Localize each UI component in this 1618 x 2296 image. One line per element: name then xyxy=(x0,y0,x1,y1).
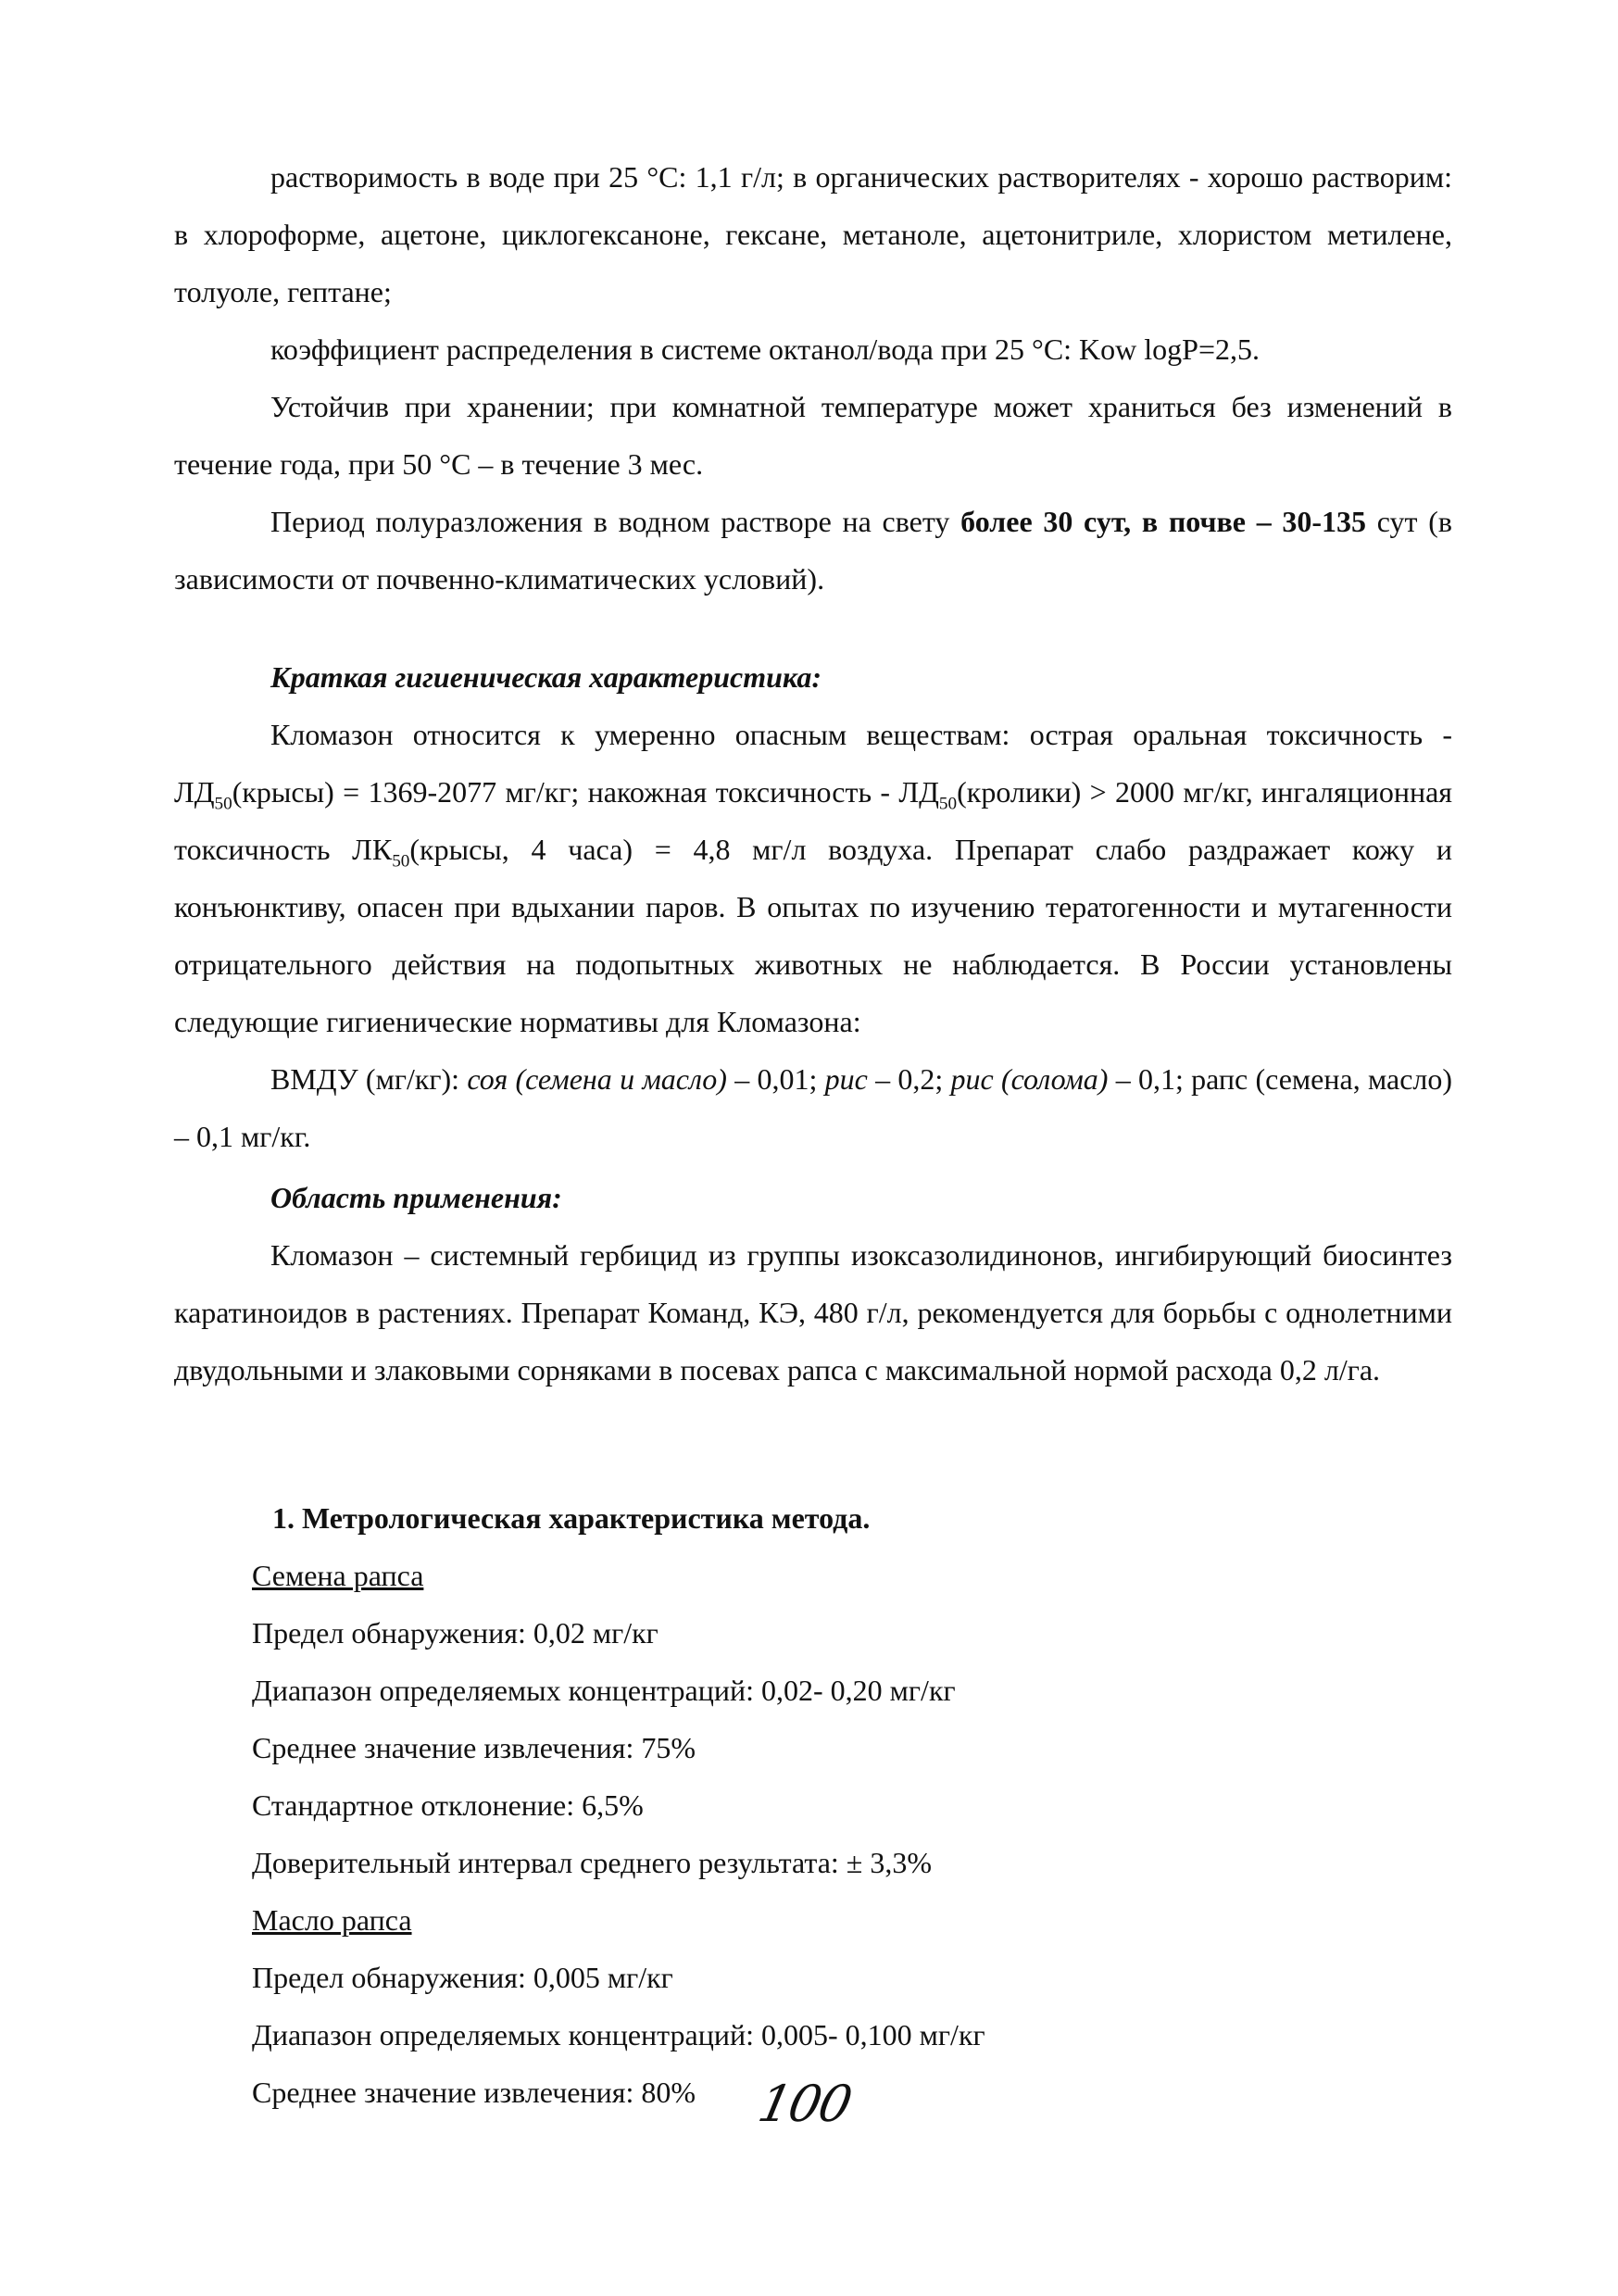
seeds-title: Семена рапса xyxy=(252,1559,424,1592)
half-life-tail-text: сут (в зависимости от почвенно-климатических условий). xyxy=(174,505,1453,596)
seeds-standard-deviation: Стандартное отклонение: 6,5% xyxy=(252,1788,644,1822)
hygiene-section xyxy=(174,706,1452,1165)
seeds-confidence-interval: Доверительный интервал среднего результата: ± 3,3% xyxy=(252,1846,933,1879)
toxicity-paragraph xyxy=(174,706,1452,1050)
vmdu-soy-value: – 0,01; xyxy=(726,1062,825,1096)
intro-section xyxy=(174,148,1452,608)
seeds-detection-limit: Предел обнаружения: 0,02 мг/кг xyxy=(252,1616,658,1650)
hygiene-heading: Краткая гигиеническая характеристика: xyxy=(270,660,822,694)
application-paragraph: Кломазон – системный гербицид из группы изоксазолидинонов, ингибирующий биосинтез каратиноидов в растениях. Препарат Команд, КЭ, 480 г/л, рекомендуется для борьбы с однолетними двудольными и злаковыми сорняками в посевах рапса с максимальной нормой расхода 0,2 л/га. xyxy=(174,1238,1452,1386)
vmdu-rice-value: – 0,2; xyxy=(867,1062,951,1096)
solubility-paragraph: растворимость в воде при 25 °С: 1,1 г/л; в органических растворителях - хорошо растворим: в хлороформе, ацетоне, циклогексаноне, гексане, метаноле, ацетонитриле, хлористом метилене, толуоле, гептане; xyxy=(174,160,1452,308)
vmdu-rapeseed: рапс (семена, масло) xyxy=(1191,1062,1453,1096)
half-life-bold-text: более 30 сут, в почве – 30-135 xyxy=(960,505,1367,538)
metrology-heading: 1. Метрологическая характеристика метода. xyxy=(272,1501,871,1535)
application-section xyxy=(174,1226,1452,1399)
application-heading: Область применения: xyxy=(270,1181,562,1214)
toxicity-text-d: (крысы, 4 часа) = 4,8 мг/л воздуха. Препарат слабо раздражает кожу и конъюнктиву, опасен при вдыхании паров. В опытах по изучению тератогенности и мутагенности отрицательного действия на подопытных животных не наблюдается. В России установлены следующие гигиенические нормативы для Кломазона: xyxy=(174,833,1453,1038)
oil-detection-limit: Предел обнаружения: 0,005 мг/кг xyxy=(252,1961,673,1994)
vmdu-soy: соя (семена и масло) xyxy=(467,1062,727,1096)
seeds-mean-recovery: Среднее значение извлечения: 75% xyxy=(252,1731,696,1764)
vmdu-rice: рис xyxy=(824,1062,868,1096)
storage-stability-paragraph: Устойчив при хранении; при комнатной температуре может храниться без изменений в течение года, при 50 °С – в течение 3 мес. xyxy=(174,390,1452,481)
seeds-concentration-range: Диапазон определяемых концентраций: 0,02- 0,20 мг/кг xyxy=(252,1674,956,1707)
vmdu-paragraph xyxy=(174,1050,1452,1165)
vmdu-label: ВМДУ (мг/кг): xyxy=(270,1062,468,1096)
half-life-text: Период полуразложения в водном растворе на свету xyxy=(270,505,961,538)
oil-mean-recovery: Среднее значение извлечения: 80% xyxy=(252,2076,696,2109)
lk50-subscript: 50 xyxy=(392,851,410,872)
page-number: 100 xyxy=(753,2075,856,2133)
vmdu-rice-straw-value: – 0,1; xyxy=(1108,1062,1192,1096)
toxicity-text-a: Кломазон относится к умеренно опасным веществам: острая оральная токсичность - ЛД xyxy=(174,718,1452,809)
toxicity-text-c: (кролики) > 2000 мг/кг, ингаляционная токсичность ЛК xyxy=(174,775,1453,866)
vmdu-rapeseed-value: – 0,1 мг/кг. xyxy=(174,1120,311,1153)
vmdu-rice-straw: рис (солома) xyxy=(950,1062,1109,1096)
oil-concentration-range: Диапазон определяемых концентраций: 0,005- 0,100 мг/кг xyxy=(252,2018,985,2051)
toxicity-text-b: (крысы) = 1369-2077 мг/кг; накожная токсичность - ЛД xyxy=(232,775,939,809)
oil-title: Масло рапса xyxy=(252,1903,412,1937)
metrology-section xyxy=(252,1489,985,2121)
ld50-subscript-2: 50 xyxy=(938,794,958,814)
ld50-subscript-1: 50 xyxy=(214,794,232,814)
partition-coefficient-paragraph: коэффициент распределения в системе октанол/вода при 25 °С: Kow logP=2,5. xyxy=(270,332,1260,366)
half-life-paragraph xyxy=(174,493,1452,608)
